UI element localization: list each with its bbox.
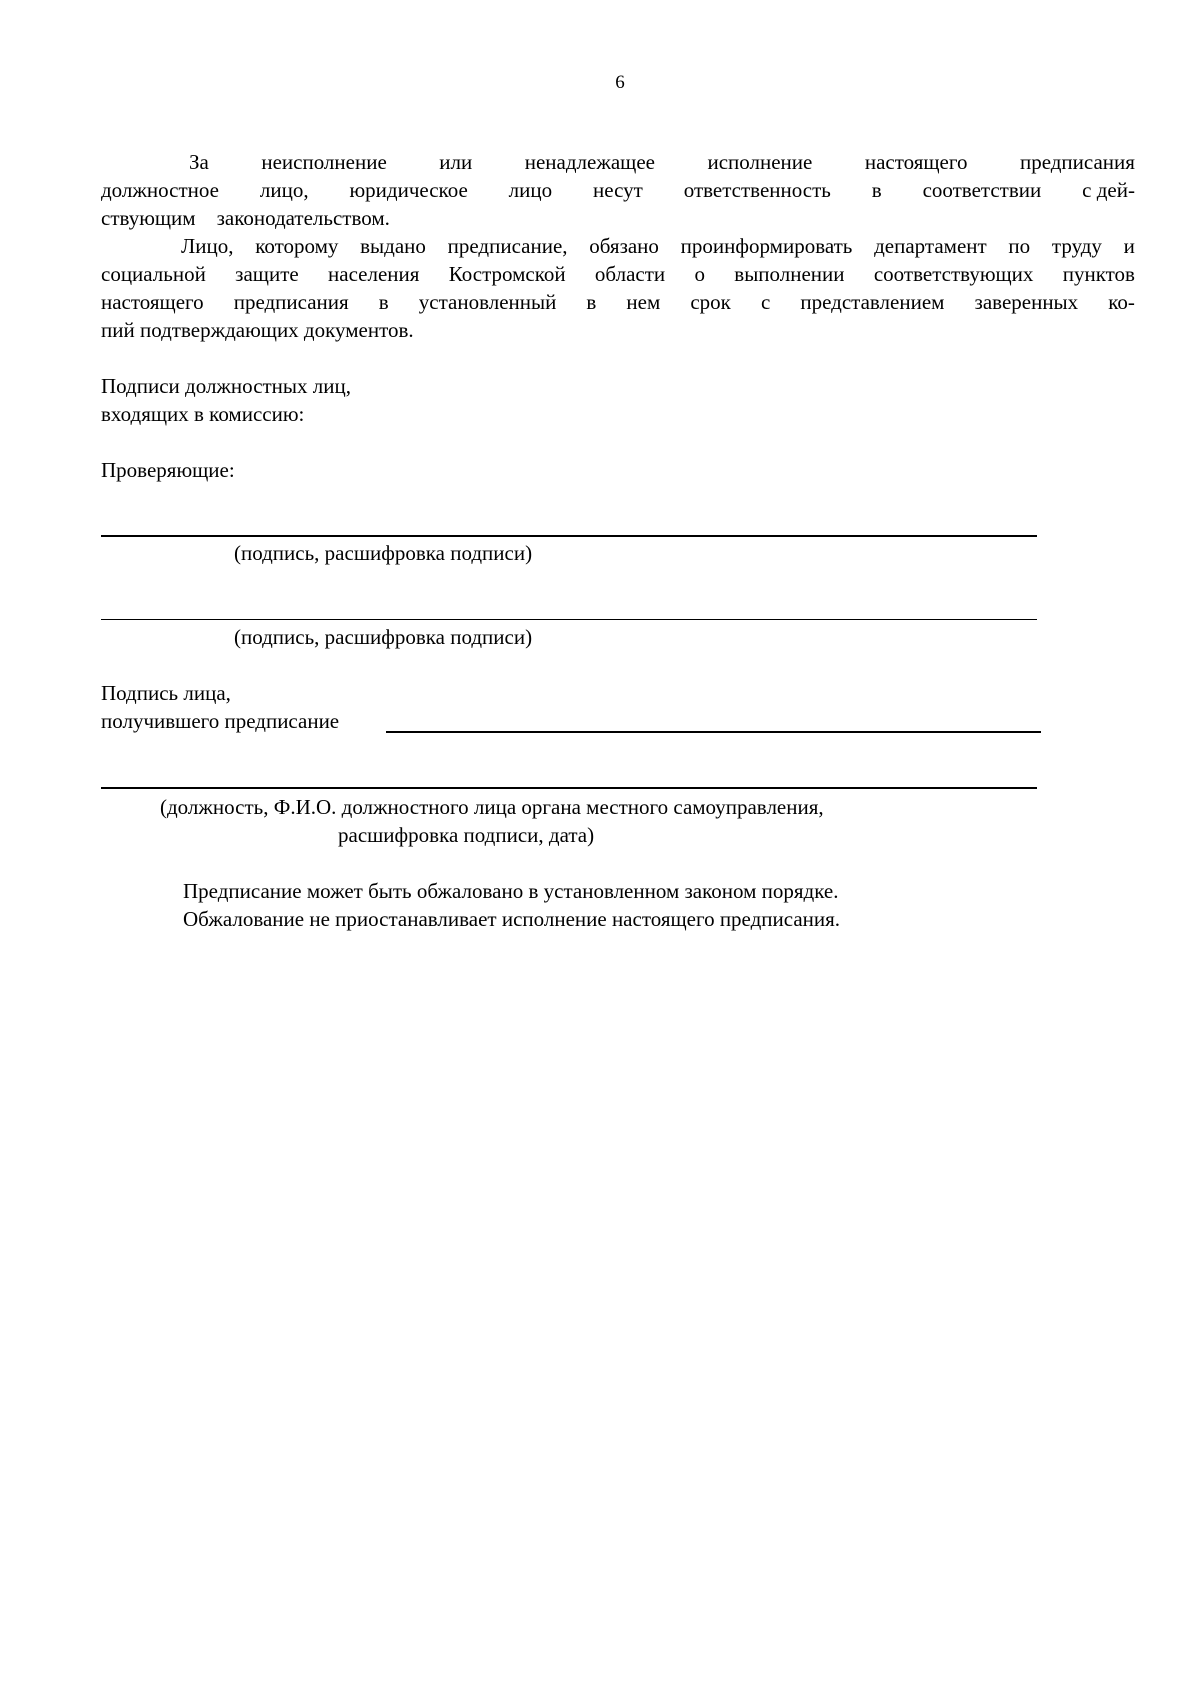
recipient-signature-line [386, 731, 1041, 733]
closing-line-2: Обжалование не приостанавливает исполнение настоящего предписания. [183, 907, 841, 931]
signature-line-2 [101, 619, 1037, 620]
word: с [760, 290, 771, 314]
word: предписание, [447, 234, 568, 258]
word: представлением [800, 290, 945, 314]
word: социальной [101, 262, 206, 286]
word: неисполнение [261, 150, 387, 174]
word: о [694, 262, 705, 286]
word: населения [328, 262, 420, 286]
word: выполнении [734, 262, 845, 286]
word: Костромской [448, 262, 566, 286]
word: защите [235, 262, 299, 286]
word: ненадлежащее [524, 150, 655, 174]
word: или [439, 150, 473, 174]
word: соответствии [922, 178, 1042, 202]
word: которому [255, 234, 339, 258]
word: За [189, 150, 209, 174]
word: должностное [101, 178, 219, 202]
word: области [594, 262, 666, 286]
word: ко- [1108, 290, 1135, 314]
official-signature-line [101, 787, 1037, 789]
word: нем [626, 290, 661, 314]
inspectors-label: Проверяющие: [101, 458, 235, 482]
word: и [1123, 234, 1135, 258]
word: срок [690, 290, 731, 314]
paragraph-1-line-1 [189, 152, 1135, 173]
word: настоящего [864, 150, 968, 174]
signature-line-1 [101, 535, 1037, 537]
word: выдано [360, 234, 426, 258]
word: в [871, 178, 882, 202]
word: ответственность [683, 178, 831, 202]
word: обязано [589, 234, 659, 258]
word: заверенных [974, 290, 1079, 314]
word: Лицо, [181, 234, 234, 258]
word: с дей- [1082, 178, 1135, 202]
page-number: 6 [615, 72, 625, 93]
word: лицо [508, 178, 553, 202]
word: департамент [874, 234, 987, 258]
recipient-label-line-1: Подпись лица, [101, 681, 231, 705]
paragraph-2-line-3 [101, 292, 1135, 313]
word: установленный [418, 290, 557, 314]
word: пунктов [1062, 262, 1135, 286]
recipient-label-line-2: получившего предписание [101, 709, 340, 733]
paragraph-1-line-3: ствующим законодательством. [101, 206, 390, 230]
official-caption-line-1: (должность, Ф.И.О. должностного лица органа местного самоуправления, [160, 795, 824, 819]
signatures-heading-line-1: Подписи должностных лиц, [101, 374, 351, 398]
word: проинформировать [680, 234, 853, 258]
word: лицо, [259, 178, 309, 202]
word: несут [593, 178, 643, 202]
closing-line-1: Предписание может быть обжаловано в установленном законом порядке. [183, 879, 839, 903]
signatures-heading-line-2: входящих в комиссию: [101, 402, 305, 426]
word: труду [1051, 234, 1102, 258]
word: по [1008, 234, 1031, 258]
signature-caption-2: (подпись, расшифровка подписи) [234, 625, 533, 649]
paragraph-2-line-2 [101, 264, 1135, 285]
word: в [586, 290, 597, 314]
word: настоящего [101, 290, 204, 314]
word: в [378, 290, 389, 314]
paragraph-2-line-1 [181, 236, 1135, 257]
official-caption-line-2: расшифровка подписи, дата) [338, 823, 595, 847]
signature-caption-1: (подпись, расшифровка подписи) [234, 541, 533, 565]
word: предписания [233, 290, 349, 314]
paragraph-1-line-2 [101, 180, 1135, 201]
paragraph-2-line-4: пий подтверждающих документов. [101, 318, 414, 342]
word: исполнение [707, 150, 813, 174]
word: соответствующих [873, 262, 1034, 286]
word: юридическое [349, 178, 468, 202]
word: предписания [1019, 150, 1135, 174]
